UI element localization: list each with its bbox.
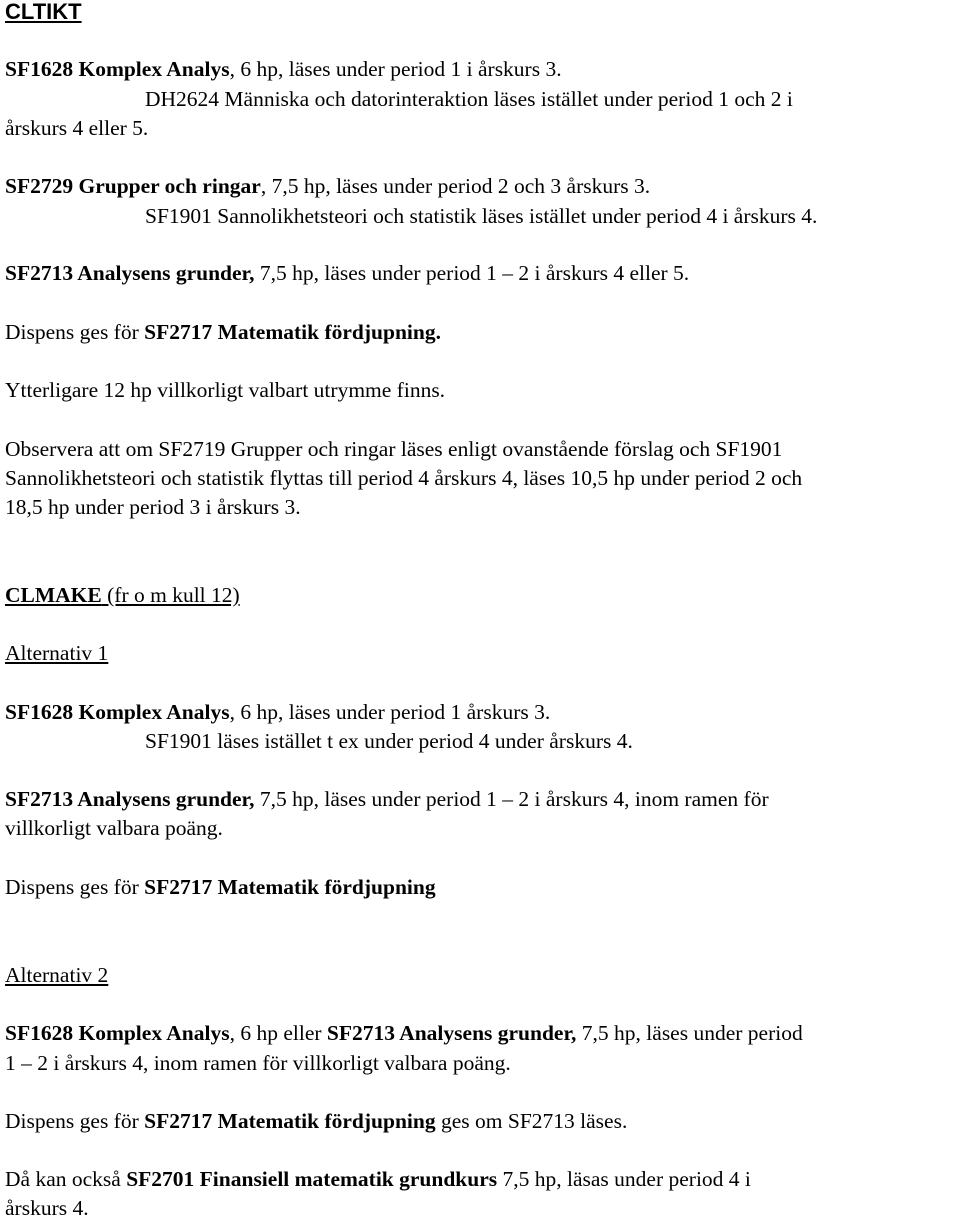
finance-detail: 7,5 hp, läsas under period 4 i	[497, 1167, 751, 1191]
alternative-2-title: Alternativ 2	[5, 963, 109, 987]
section-heading-suffix: (fr o m kull 12)	[101, 583, 240, 607]
observation-paragraph-line2: Sannolikhetsteori och statistik flyttas till period 4 årskurs 4, läses 10,5 hp under period 2 och	[5, 466, 803, 490]
course-code: SF2713 Analysens grunder,	[5, 787, 255, 811]
course-line-choice	[5, 1019, 803, 1048]
observation-paragraph-line1: Observera att om SF2719 Grupper och ringar läses enligt ovanstående förslag och SF1901	[5, 437, 783, 461]
course-code: SF1628 Komplex Analys	[5, 700, 230, 724]
course-detail: 7,5 hp, läses under period	[576, 1021, 803, 1045]
course-line-sf2713	[5, 259, 689, 288]
dispensation-prefix: Dispens ges för	[5, 1109, 145, 1133]
course-detail: , 6 hp, läses under period 1 i årskurs 3.	[229, 57, 562, 81]
course-line-sf2729	[5, 172, 650, 201]
course-line-sf1628	[5, 698, 550, 727]
finance-prefix: Då kan också	[5, 1167, 127, 1191]
course-detail: , 6 hp, läses under period 1 årskurs 3.	[229, 700, 551, 724]
observation-paragraph-line3: 18,5 hp under period 3 i årskurs 3.	[5, 495, 301, 519]
dispensation-line	[5, 873, 436, 902]
finance-course-line-continued: årskurs 4.	[5, 1196, 89, 1220]
course-code: SF2717 Matematik fördjupning.	[144, 320, 441, 344]
section-heading-label: CLMAKE	[5, 583, 102, 607]
course-detail: , 7,5 hp, läses under period 2 och 3 årskurs 3.	[260, 174, 651, 198]
course-code: SF2713 Analysens grunder,	[5, 261, 255, 285]
course-code: SF2717 Matematik fördjupning	[144, 1109, 436, 1133]
course-detail-continued: villkorligt valbara poäng.	[5, 816, 223, 840]
course-code: SF2701 Finansiell matematik grundkurs	[126, 1167, 498, 1191]
alternative-1-title: Alternativ 1	[5, 641, 109, 665]
course-code: SF2713 Analysens grunder,	[326, 1021, 577, 1045]
section-heading-cltikt: CLTIKT	[5, 0, 82, 24]
dispensation-prefix: Dispens ges för	[5, 320, 145, 344]
dispensation-prefix: Dispens ges för	[5, 875, 145, 899]
course-detail: 7,5 hp, läses under period 1 – 2 i årskurs 4, inom ramen för	[254, 787, 769, 811]
course-line-sf1628	[5, 55, 562, 84]
course-detail: , 6 hp eller	[229, 1021, 327, 1045]
finance-course-line	[5, 1165, 751, 1194]
elective-space-line: Ytterligare 12 hp villkorligt valbart utrymme finns.	[5, 378, 446, 402]
course-code: SF1628 Komplex Analys	[5, 57, 230, 81]
course-detail-continued: 1 – 2 i årskurs 4, inom ramen för villkorligt valbara poäng.	[5, 1051, 511, 1075]
course-note: DH2624 Människa och datorinteraktion läses istället under period 1 och 2 i	[145, 87, 793, 111]
course-line-sf2713	[5, 785, 769, 814]
course-note-continued: årskurs 4 eller 5.	[5, 116, 149, 140]
course-note: SF1901 Sannolikhetsteori och statistik läses istället under period 4 i årskurs 4.	[145, 204, 818, 228]
section-heading-clmake	[5, 581, 240, 610]
course-note: SF1901 läses istället t ex under period 4 under årskurs 4.	[145, 729, 633, 753]
course-code: SF2729 Grupper och ringar	[5, 174, 261, 198]
dispensation-line	[5, 1107, 627, 1136]
course-detail: 7,5 hp, läses under period 1 – 2 i årskurs 4 eller 5.	[254, 261, 690, 285]
dispensation-line	[5, 318, 441, 347]
course-code: SF2717 Matematik fördjupning	[144, 875, 436, 899]
dispensation-suffix: ges om SF2713 läses.	[435, 1109, 628, 1133]
course-code: SF1628 Komplex Analys	[5, 1021, 230, 1045]
